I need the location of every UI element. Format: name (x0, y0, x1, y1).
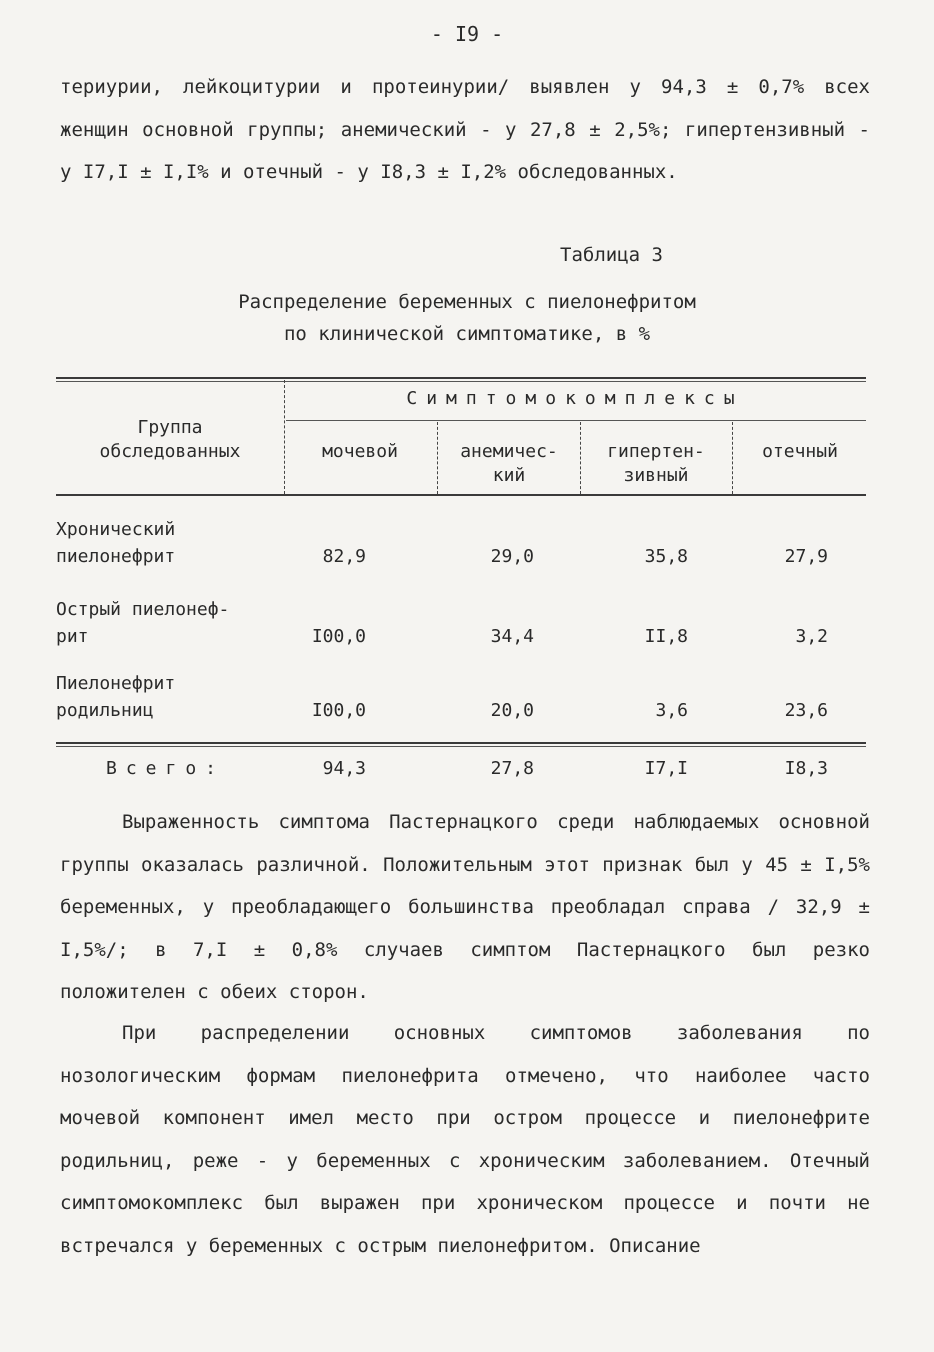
row-label-chronic (56, 516, 281, 570)
table-title-line2: по клинической симптоматике, в % (283, 323, 651, 345)
table-cell-total: I8,3 (784, 758, 828, 779)
row-label-chronic-line2: пиелонефрит (56, 546, 176, 567)
column-header-urinary (290, 440, 430, 464)
paragraph-distribution: При распределении основных симптомов заболевания по нозологическим формам пиелонефрита отмечено, что наиболее часто мочевой компонент имел место при остром процессе и пиелонефрите родильниц, реже - у беременных с хроническим заболеванием. Отечный симптомокомплекс был выражен при хроническом процессе и почти не встречался у беременных с острым пиелонефритом. Описание (60, 1022, 870, 1257)
paragraph-pasternatsky: Выраженность симптома Пастернацкого среди наблюдаемых основной группы оказалась различной. Положительным этот признак был у 45 ± I,5% беременных, у преобладающего большинства преобладал справа / 32,9 ± I,5%/; в 7,I ± 0,8% случаев симптом Пастернацкого был резко положителен с обеих сторон. (60, 811, 870, 1003)
column-header-hypertensive (585, 440, 727, 488)
row-label-acute-line1: Острый пиелонеф- (56, 599, 230, 620)
table-title (0, 286, 934, 350)
table-cell: I00,0 (311, 626, 366, 647)
column-header-urinary-line1: мочевой (322, 441, 398, 462)
column-header-edema (736, 440, 864, 464)
row-label-acute (56, 596, 281, 650)
column-header-anemic (441, 440, 577, 488)
group-header (60, 416, 280, 464)
table-vline-3 (580, 422, 581, 494)
page-number: - I9 - (430, 22, 504, 46)
column-header-hypertensive-line2: зивный (623, 465, 689, 486)
table-cell: 27,9 (784, 546, 828, 567)
table-cell-total: 94,3 (322, 758, 366, 779)
paragraph-intro: териурии, лейкоцитурии и протеинурии/ выявлен у 94,3 ± 0,7% всех женщин основной группы; анемический - у 27,8 ± 2,5%; гипертензивный - у I7,I ± I,I% и отечный - у I8,3 ± I,2% обследованных. (60, 76, 870, 183)
table-top-rule-inner (56, 381, 866, 382)
table-vline-4 (732, 422, 733, 494)
total-label: Всего: (106, 758, 226, 779)
column-header-edema-line1: отечный (762, 441, 838, 462)
column-header-hypertensive-line1: гипертен- (607, 441, 705, 462)
span-header: Симптомокомплексы (406, 388, 744, 409)
table-cell: I00,0 (311, 700, 366, 721)
group-header-line1: Группа (137, 417, 203, 438)
row-label-chronic-line1: Хронический (56, 519, 176, 540)
table-cell: 34,4 (490, 626, 534, 647)
table-title-line1: Распределение беременных с пиелонефритом (238, 291, 696, 313)
table-cell: 35,8 (644, 546, 688, 567)
table-top-rule (56, 377, 866, 379)
table-cell: II,8 (644, 626, 688, 647)
row-label-postpartum (56, 670, 281, 724)
table-cell: 20,0 (490, 700, 534, 721)
row-label-postpartum-line1: Пиелонефрит (56, 673, 176, 694)
table-cell: 23,6 (784, 700, 828, 721)
table-total-rule-inner (56, 746, 866, 747)
table-vline-2 (437, 422, 438, 494)
row-label-postpartum-line2: родильниц (56, 700, 154, 721)
table-header-rule (56, 494, 866, 496)
table-cell: 3,2 (795, 626, 828, 647)
column-header-anemic-line1: анемичес- (460, 441, 558, 462)
row-label-acute-line2: рит (56, 626, 89, 647)
table-cell: 82,9 (322, 546, 366, 567)
group-header-line2: обследованных (99, 441, 241, 462)
table-span-rule (286, 420, 866, 421)
table-total-rule (56, 742, 866, 744)
column-header-anemic-line2: кий (492, 465, 526, 486)
table-label: Таблица 3 (560, 244, 663, 266)
table-cell: 29,0 (490, 546, 534, 567)
table-cell: 3,6 (655, 700, 688, 721)
table-vline-1 (284, 380, 285, 494)
table-cell-total: 27,8 (490, 758, 534, 779)
table-cell-total: I7,I (644, 758, 688, 779)
